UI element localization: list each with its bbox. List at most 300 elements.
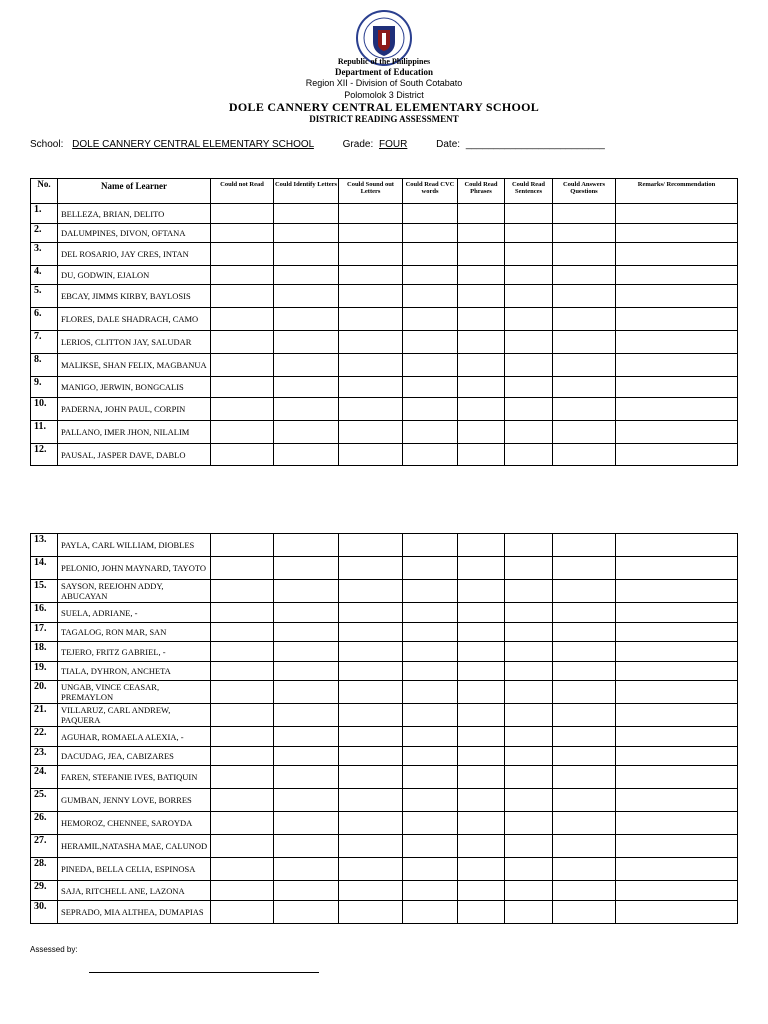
- assessment-cell: [616, 204, 738, 224]
- assessment-cell: [274, 727, 339, 747]
- learner-name: MALIKSE, SHAN FELIX, MAGBANUA: [58, 354, 211, 377]
- assessment-cell: [339, 766, 403, 789]
- assessment-cell: [274, 881, 339, 901]
- assessment-cell: [339, 243, 403, 266]
- assessment-cell: [553, 662, 616, 681]
- table-row: [31, 812, 738, 835]
- row-number: 30.: [31, 901, 58, 924]
- assessment-cell: [616, 224, 738, 243]
- row-number: 16.: [31, 603, 58, 623]
- table-row: [31, 789, 738, 812]
- col-header: Could Sound out Letters: [339, 179, 403, 204]
- assessment-cell: [211, 727, 274, 747]
- row-number: 10.: [31, 398, 58, 421]
- assessment-cell: [553, 747, 616, 766]
- learner-name: TAGALOG, RON MAR, SAN: [58, 623, 211, 642]
- assessment-cell: [616, 398, 738, 421]
- assessment-cell: [403, 243, 458, 266]
- assessment-cell: [403, 642, 458, 662]
- assessment-cell: [553, 580, 616, 603]
- assessment-cell: [553, 835, 616, 858]
- assessment-cell: [616, 623, 738, 642]
- assessment-cell: [616, 835, 738, 858]
- assessment-cell: [458, 835, 505, 858]
- assessment-cell: [505, 421, 553, 444]
- assessment-cell: [458, 398, 505, 421]
- assessment-cell: [403, 204, 458, 224]
- table-row: [31, 835, 738, 858]
- assessment-cell: [339, 603, 403, 623]
- col-header: No.: [31, 179, 58, 204]
- assessment-cell: [211, 204, 274, 224]
- assessment-cell: [458, 444, 505, 466]
- assessment-cell: [274, 204, 339, 224]
- col-header: Could not Read: [211, 179, 274, 204]
- assessment-cell: [211, 534, 274, 557]
- assessment-cell: [505, 534, 553, 557]
- assessment-cell: [339, 398, 403, 421]
- assessment-cell: [274, 308, 339, 331]
- table-row: [31, 766, 738, 789]
- assessment-cell: [616, 812, 738, 835]
- table-row: [31, 308, 738, 331]
- assessment-cell: [458, 331, 505, 354]
- assessment-cell: [211, 858, 274, 881]
- assessment-cell: [458, 747, 505, 766]
- assessment-cell: [458, 704, 505, 727]
- table-row: [31, 603, 738, 623]
- row-number: 13.: [31, 534, 58, 557]
- learner-name: PINEDA, BELLA CELIA, ESPINOSA: [58, 858, 211, 881]
- assessment-cell: [553, 354, 616, 377]
- assessment-cell: [339, 421, 403, 444]
- assessment-cell: [458, 266, 505, 285]
- table-row: [31, 266, 738, 285]
- assessment-cell: [553, 398, 616, 421]
- assessment-cell: [505, 747, 553, 766]
- row-number: 24.: [31, 766, 58, 789]
- row-number: 1.: [31, 204, 58, 224]
- assessment-cell: [505, 331, 553, 354]
- assessment-cell: [458, 377, 505, 398]
- assessment-cell: [403, 534, 458, 557]
- assessment-cell: [211, 603, 274, 623]
- assessment-cell: [274, 331, 339, 354]
- row-number: 26.: [31, 812, 58, 835]
- assessment-cell: [458, 727, 505, 747]
- school-label: School:: [30, 139, 64, 150]
- assessment-cell: [211, 766, 274, 789]
- assessment-cell: [403, 704, 458, 727]
- assessment-cell: [505, 881, 553, 901]
- table-row: [31, 204, 738, 224]
- assessment-cell: [616, 266, 738, 285]
- assessment-cell: [616, 557, 738, 580]
- assessment-cell: [403, 557, 458, 580]
- assessment-cell: [339, 224, 403, 243]
- assessment-cell: [274, 747, 339, 766]
- table-row: [31, 557, 738, 580]
- signature-line: [89, 972, 319, 973]
- assessment-cell: [505, 266, 553, 285]
- assessment-cell: [274, 901, 339, 924]
- assessment-cell: [458, 580, 505, 603]
- assessment-cell: [616, 901, 738, 924]
- assessment-cell: [211, 681, 274, 704]
- assessment-cell: [505, 603, 553, 623]
- col-header: Could Read CVC words: [403, 179, 458, 204]
- table-row: [31, 421, 738, 444]
- assessment-cell: [553, 377, 616, 398]
- assessment-cell: [211, 580, 274, 603]
- assessment-cell: [505, 398, 553, 421]
- assessment-cell: [339, 534, 403, 557]
- table-row: [31, 377, 738, 398]
- assessment-cell: [553, 623, 616, 642]
- assessment-cell: [553, 642, 616, 662]
- learner-name: UNGAB, VINCE CEASAR, PREMAYLON: [58, 681, 211, 704]
- row-number: 4.: [31, 266, 58, 285]
- assessment-cell: [403, 681, 458, 704]
- assessment-cell: [505, 835, 553, 858]
- assessment-cell: [458, 557, 505, 580]
- assessment-cell: [211, 901, 274, 924]
- assessment-cell: [403, 662, 458, 681]
- assessment-cell: [616, 603, 738, 623]
- learner-name: GUMBAN, JENNY LOVE, BORRES: [58, 789, 211, 812]
- assessment-cell: [616, 881, 738, 901]
- row-number: 27.: [31, 835, 58, 858]
- assessment-cell: [616, 421, 738, 444]
- assessment-cell: [274, 580, 339, 603]
- assessment-cell: [553, 285, 616, 308]
- assessment-cell: [339, 901, 403, 924]
- assessment-cell: [339, 789, 403, 812]
- table-header-row: [31, 179, 738, 204]
- assessment-cell: [274, 642, 339, 662]
- assessment-cell: [505, 224, 553, 243]
- learner-name: PAYLA, CARL WILLIAM, DIOBLES: [58, 534, 211, 557]
- assessment-cell: [616, 285, 738, 308]
- learner-name: HEMOROZ, CHENNEE, SAROYDA: [58, 812, 211, 835]
- assessment-title: DISTRICT READING ASSESSMENT: [309, 114, 459, 124]
- assessment-cell: [458, 681, 505, 704]
- assessment-cell: [211, 398, 274, 421]
- assessment-cell: [211, 747, 274, 766]
- row-number: 5.: [31, 285, 58, 308]
- learner-name: DU, GODWIN, EJALON: [58, 266, 211, 285]
- assessment-cell: [616, 858, 738, 881]
- district-line: Polomolok 3 District: [344, 90, 424, 100]
- assessment-cell: [403, 858, 458, 881]
- assessment-cell: [211, 789, 274, 812]
- table-row: [31, 747, 738, 766]
- assessment-cell: [616, 580, 738, 603]
- assessment-cell: [458, 642, 505, 662]
- row-number: 3.: [31, 243, 58, 266]
- assessment-cell: [553, 812, 616, 835]
- assessment-cell: [553, 901, 616, 924]
- assessment-cell: [553, 603, 616, 623]
- learner-name: PELONIO, JOHN MAYNARD, TAYOTO: [58, 557, 211, 580]
- table-row: [31, 398, 738, 421]
- learner-name: DEL ROSARIO, JAY CRES, INTAN: [58, 243, 211, 266]
- learner-name: DACUDAG, JEA, CABIZARES: [58, 747, 211, 766]
- assessment-cell: [339, 377, 403, 398]
- assessment-cell: [616, 747, 738, 766]
- date-value: _________________________: [465, 139, 605, 150]
- assessment-cell: [274, 623, 339, 642]
- assessment-cell: [339, 662, 403, 681]
- assessment-cell: [616, 681, 738, 704]
- assessment-cell: [339, 881, 403, 901]
- assessment-cell: [505, 557, 553, 580]
- assessment-cell: [553, 681, 616, 704]
- grade-value: FOUR: [379, 139, 408, 150]
- assessment-cell: [403, 789, 458, 812]
- row-number: 25.: [31, 789, 58, 812]
- republic-line: Republic of the Philippines: [337, 57, 431, 66]
- assessment-cell: [274, 835, 339, 858]
- assessment-cell: [274, 377, 339, 398]
- assessment-cell: [339, 835, 403, 858]
- assessment-cell: [616, 642, 738, 662]
- table-row: [31, 662, 738, 681]
- assessment-cell: [339, 266, 403, 285]
- assessment-cell: [616, 662, 738, 681]
- row-number: 22.: [31, 727, 58, 747]
- assessment-cell: [339, 727, 403, 747]
- assessment-cell: [403, 881, 458, 901]
- assessment-cell: [553, 224, 616, 243]
- learner-name: TIALA, DYHRON, ANCHETA: [58, 662, 211, 681]
- assessment-cell: [458, 534, 505, 557]
- assessment-cell: [274, 662, 339, 681]
- assessment-cell: [505, 204, 553, 224]
- assessment-cell: [616, 331, 738, 354]
- learner-name: VILLARUZ, CARL ANDREW, PAQUERA: [58, 704, 211, 727]
- table-row: [31, 580, 738, 603]
- table-row: [31, 354, 738, 377]
- row-number: 6.: [31, 308, 58, 331]
- assessment-cell: [403, 835, 458, 858]
- assessment-cell: [403, 623, 458, 642]
- assessment-table-part2: [30, 533, 738, 924]
- col-header: Could Read Sentences: [505, 179, 553, 204]
- assessment-cell: [274, 812, 339, 835]
- assessment-cell: [505, 858, 553, 881]
- assessment-cell: [553, 331, 616, 354]
- table-row: [31, 642, 738, 662]
- assessment-cell: [403, 901, 458, 924]
- assessment-cell: [458, 766, 505, 789]
- assessment-cell: [403, 331, 458, 354]
- assessment-cell: [211, 243, 274, 266]
- assessment-table-part1: [30, 178, 738, 466]
- assessment-cell: [616, 766, 738, 789]
- learner-name: TEJERO, FRITZ GABRIEL, -: [58, 642, 211, 662]
- row-number: 29.: [31, 881, 58, 901]
- table-row: [31, 285, 738, 308]
- assessment-cell: [211, 662, 274, 681]
- table-row: [31, 224, 738, 243]
- assessment-cell: [211, 704, 274, 727]
- assessment-cell: [211, 377, 274, 398]
- learner-name: LERIOS, CLITTON JAY, SALUDAR: [58, 331, 211, 354]
- table-row: [31, 243, 738, 266]
- assessment-cell: [505, 681, 553, 704]
- learner-name: EBCAY, JIMMS KIRBY, BAYLOSIS: [58, 285, 211, 308]
- assessment-cell: [274, 421, 339, 444]
- assessment-cell: [274, 681, 339, 704]
- assessment-cell: [403, 580, 458, 603]
- assessment-cell: [211, 881, 274, 901]
- assessment-cell: [274, 789, 339, 812]
- assessment-cell: [458, 623, 505, 642]
- assessment-cell: [339, 681, 403, 704]
- assessment-cell: [616, 444, 738, 466]
- assessment-cell: [458, 421, 505, 444]
- learner-name: FAREN, STEFANIE IVES, BATIQUIN: [58, 766, 211, 789]
- table-row: [31, 534, 738, 557]
- table-row: [31, 881, 738, 901]
- assessment-cell: [403, 812, 458, 835]
- assessment-cell: [403, 224, 458, 243]
- row-number: 14.: [31, 557, 58, 580]
- row-number: 7.: [31, 331, 58, 354]
- row-number: 12.: [31, 444, 58, 466]
- assessment-cell: [505, 766, 553, 789]
- assessment-cell: [339, 331, 403, 354]
- assessment-cell: [553, 266, 616, 285]
- learner-name: PALLANO, IMER JHON, NILALIM: [58, 421, 211, 444]
- assessment-cell: [211, 266, 274, 285]
- assessment-cell: [339, 812, 403, 835]
- assessment-cell: [339, 557, 403, 580]
- assessment-cell: [553, 766, 616, 789]
- table-row: [31, 444, 738, 466]
- assessment-cell: [616, 308, 738, 331]
- date-label: Date:: [436, 139, 461, 150]
- assessment-cell: [458, 285, 505, 308]
- assessment-cell: [274, 603, 339, 623]
- assessment-cell: [458, 204, 505, 224]
- row-number: 23.: [31, 747, 58, 766]
- learner-name: MANIGO, JERWIN, BONGCALIS: [58, 377, 211, 398]
- assessment-cell: [274, 398, 339, 421]
- col-header: Could Answers Questions: [553, 179, 616, 204]
- assessment-cell: [274, 704, 339, 727]
- learner-name: PADERNA, JOHN PAUL, CORPIN: [58, 398, 211, 421]
- learner-name: AGUHAR, ROMAELA ALEXIA, -: [58, 727, 211, 747]
- assessment-cell: [458, 901, 505, 924]
- assessment-cell: [505, 243, 553, 266]
- assessment-cell: [553, 704, 616, 727]
- row-number: 21.: [31, 704, 58, 727]
- assessment-cell: [403, 747, 458, 766]
- assessment-cell: [274, 285, 339, 308]
- assessment-cell: [458, 812, 505, 835]
- department-line: Department of Education: [335, 67, 433, 77]
- assessment-cell: [505, 662, 553, 681]
- assessment-cell: [505, 789, 553, 812]
- assessment-cell: [505, 308, 553, 331]
- assessment-cell: [274, 858, 339, 881]
- learner-name: FLORES, DALE SHADRACH, CAMO: [58, 308, 211, 331]
- table-row: [31, 623, 738, 642]
- assessment-cell: [458, 881, 505, 901]
- assessment-cell: [403, 398, 458, 421]
- assessment-cell: [403, 766, 458, 789]
- assessment-cell: [553, 421, 616, 444]
- assessment-cell: [505, 623, 553, 642]
- assessment-cell: [274, 534, 339, 557]
- learner-name: DALUMPINES, DIVON, OFTANA: [58, 224, 211, 243]
- col-header: Could Read Phrases: [458, 179, 505, 204]
- row-number: 28.: [31, 858, 58, 881]
- assessment-cell: [458, 354, 505, 377]
- assessment-cell: [553, 789, 616, 812]
- assessment-cell: [403, 444, 458, 466]
- assessment-cell: [505, 901, 553, 924]
- assessment-cell: [211, 224, 274, 243]
- school-value: DOLE CANNERY CENTRAL ELEMENTARY SCHOOL: [72, 139, 314, 150]
- row-number: 18.: [31, 642, 58, 662]
- assessment-cell: [403, 421, 458, 444]
- assessment-cell: [339, 747, 403, 766]
- assessment-cell: [458, 243, 505, 266]
- learner-name: SAYSON, REEJOHN ADDY, ABUCAYAN: [58, 580, 211, 603]
- assessment-cell: [458, 662, 505, 681]
- assessment-cell: [403, 308, 458, 331]
- assessment-cell: [505, 377, 553, 398]
- assessment-cell: [274, 243, 339, 266]
- assessment-cell: [505, 354, 553, 377]
- learner-name: SUELA, ADRIANE, -: [58, 603, 211, 623]
- assessment-cell: [505, 812, 553, 835]
- assessment-cell: [274, 766, 339, 789]
- assessment-cell: [274, 444, 339, 466]
- assessment-cell: [211, 557, 274, 580]
- assessment-cell: [211, 835, 274, 858]
- info-line: [30, 139, 605, 150]
- assessment-cell: [274, 224, 339, 243]
- assessment-cell: [505, 580, 553, 603]
- assessment-cell: [553, 444, 616, 466]
- col-header: Name of Learner: [58, 179, 211, 204]
- region-line: Region XII - Division of South Cotabato: [305, 78, 463, 88]
- assessment-cell: [211, 308, 274, 331]
- col-header: Remarks/ Recommendation: [616, 179, 738, 204]
- row-number: 8.: [31, 354, 58, 377]
- row-number: 15.: [31, 580, 58, 603]
- assessment-cell: [339, 704, 403, 727]
- assessment-cell: [616, 354, 738, 377]
- assessment-cell: [616, 377, 738, 398]
- learner-name: SEPRADO, MIA ALTHEA, DUMAPIAS: [58, 901, 211, 924]
- learner-name: HERAMIL,NATASHA MAE, CALUNOD: [58, 835, 211, 858]
- assessment-cell: [403, 354, 458, 377]
- assessment-cell: [458, 789, 505, 812]
- col-header: Could Identify Letters: [274, 179, 339, 204]
- assessment-cell: [553, 534, 616, 557]
- assessment-cell: [403, 266, 458, 285]
- assessment-cell: [274, 354, 339, 377]
- assessment-cell: [274, 266, 339, 285]
- assessment-cell: [339, 623, 403, 642]
- assessment-cell: [505, 642, 553, 662]
- assessment-cell: [505, 444, 553, 466]
